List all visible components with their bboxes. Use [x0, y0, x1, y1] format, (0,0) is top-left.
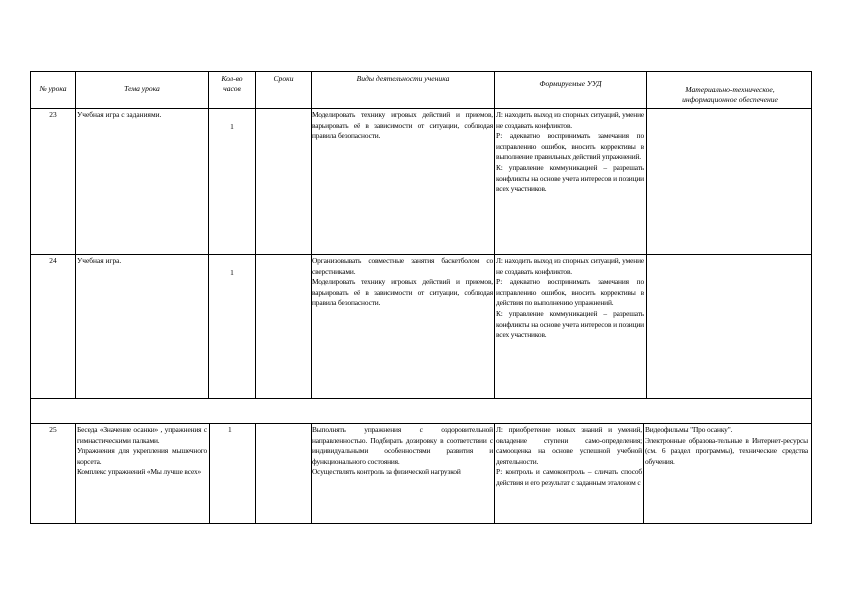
- row-23-uud-personal: Л: находить выход из спорных ситуаций, умение не создавать конфликтов.: [496, 110, 644, 130]
- header-hours: Кол-во часов: [221, 74, 243, 93]
- row-25-activity-2: Осуществлять контроль за физической нагрузкой: [312, 467, 461, 477]
- row-25-topic-1: Беседа «Значение осанки» , упражнения с гимнастическими палками.: [77, 425, 207, 445]
- row-25-topic: [77, 425, 207, 478]
- row-25-material: [645, 425, 808, 467]
- row-23-activities: [312, 110, 493, 142]
- spacer-bottom-border: [30, 423, 812, 424]
- row-25-number: 25: [49, 425, 57, 434]
- header-bottom-border: [30, 108, 812, 109]
- col-divider-1: [75, 71, 76, 398]
- header-material: Материально-техническое, информационное обеспечение: [682, 85, 778, 104]
- row-25-activities: [312, 425, 493, 478]
- col-divider-6: [646, 71, 647, 398]
- row25-divider-1: [75, 423, 76, 523]
- row-23-activity: Моделировать технику игровых действий и приемов, варьировать её в зависимости от ситуации, соблюдая правила безопасности.: [312, 110, 493, 141]
- row-24-activities: [312, 256, 493, 309]
- row-23-hours: 1: [230, 122, 234, 131]
- row-24-hours: 1: [230, 268, 234, 277]
- row-23-number: 23: [49, 110, 57, 119]
- row-24-uud: [496, 256, 644, 341]
- header-uud: Формируемые УУД: [539, 79, 602, 88]
- col-divider-5: [494, 71, 495, 398]
- row-25-uud: [496, 425, 642, 522]
- table-bottom-border: [30, 523, 812, 524]
- header-dates: Сроки: [273, 74, 294, 83]
- row-23-uud-communicative: К: управление коммуникацией – разрешать конфликты на основе учета интересов и позиции всех участников.: [496, 162, 644, 194]
- row-23-uud-regulatory: Р: адекватно воспринимать замечания по исправлению ошибок, вносить коррективы в выполнение правильных действий упражнений.: [496, 131, 644, 162]
- row25-divider-6: [643, 423, 644, 523]
- col-divider-3: [255, 71, 256, 398]
- row-25-material-video: Видеофильмы "Про осанку".: [645, 425, 733, 434]
- table-top-border: [30, 71, 812, 72]
- row-25-material-resources: Электронные образова-тельные в Интернет-ресурсы (см. 6 раздел программы), технические средства обучения.: [645, 435, 808, 466]
- row-24-activity-1: Организовывать совместные занятия баскетболом со сверстниками.: [312, 256, 493, 276]
- row-24-uud-personal: Л: находить выход из спорных ситуаций, умение не создавать конфликтов.: [496, 256, 644, 276]
- row-23-bottom-border: [30, 254, 812, 255]
- row-25-uud-regulatory: Р: контроль и самоконтроль – сличать способ действия и его результат с заданным эталоном с: [496, 467, 642, 487]
- row-24-bottom-border: [30, 398, 812, 399]
- row-25-uud-personal: Л: приобретение новых знаний и умений, овладение ступени само-определения; самооценка на основе успешной учебной деятельности.: [496, 425, 642, 466]
- row-25-topic-2: Упражнения для укрепления мышечного корсета.: [77, 446, 207, 466]
- row-25-hours: 1: [228, 425, 232, 434]
- row-24-uud-communicative: К: управление коммуникацией – разрешать конфликты на основе учета интересов и позиции всех участников.: [496, 308, 644, 340]
- row-25-topic-3: Комплекс упражнений «Мы лучше всех»: [77, 467, 202, 477]
- row25-divider-3: [255, 423, 256, 523]
- table-left-border: [30, 71, 31, 523]
- table-right-border: [811, 71, 812, 523]
- header-lesson-topic: Тема урока: [124, 84, 160, 93]
- col-divider-2: [208, 71, 209, 398]
- row25-divider-2: [209, 423, 210, 523]
- row25-divider-5: [494, 423, 495, 523]
- header-lesson-number: № урока: [39, 84, 67, 93]
- row-23-topic: Учебная игра с заданиями.: [77, 110, 162, 119]
- row-24-uud-regulatory: Р: адекватно воспринимать замечания по исправлению ошибок, вносить коррективы в действия по выполнению упражнений.: [496, 277, 644, 308]
- row-23-uud: [496, 110, 644, 195]
- row-24-activity-2: Моделировать технику игровых действий и приемов, варьировать её в зависимости от ситуации, соблюдая правила безопасности.: [312, 277, 493, 308]
- row-24-topic: Учебная игра.: [77, 256, 122, 265]
- header-activities: Виды деятельности ученика: [356, 74, 450, 83]
- row-25-activity-1: Выполнять упражнения с оздоровительной направленностью. Подбирать дозировку в соответствии с индивидуальными особенностями развития и функционального состояния.: [312, 425, 493, 466]
- row-24-number: 24: [49, 256, 57, 265]
